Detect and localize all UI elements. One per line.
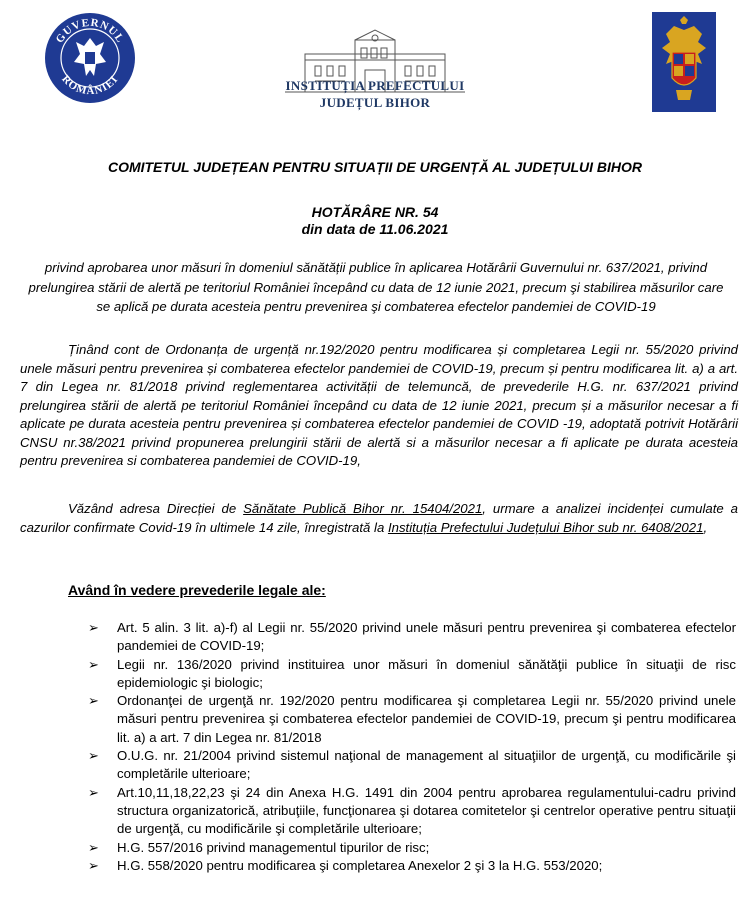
- government-seal-icon: [44, 12, 136, 104]
- arrow-bullet-icon: ➢: [88, 839, 99, 855]
- legal-provisions-heading: Având în vedere prevederile legale ale:: [68, 582, 326, 598]
- legal-provisions-list: [0, 619, 750, 875]
- seal-text-top: GUVERNUL: [53, 16, 127, 46]
- list-item-text: Art.10,11,18,22,23 şi 24 din Anexa H.G. 1491 din 2004 pentru aprobarea regulamentului-cadru privind structura organizatorică, atribuţiile, funcţionarea şi dotarea comitetelor şi centrelor operative pentru situaţii de urgenţă, cu modificările şi completările ulterioare;: [117, 784, 736, 837]
- arrow-bullet-icon: ➢: [88, 693, 99, 709]
- list-item-text: Art. 5 alin. 3 lit. a)-f) al Legii nr. 55/2020 privind unele măsuri pentru prevenirea şi combaterea efectelor pandemiei de COVID-19;: [117, 620, 736, 654]
- list-item-text: O.U.G. nr. 21/2004 privind sistemul naţional de management al situaţiilor de urgenţă, cu modificările şi completările ulterioare;: [117, 748, 736, 782]
- list-item: [0, 747, 750, 784]
- paragraph-text: Văzând adresa Direcției de: [68, 501, 244, 516]
- paragraph-text: ,: [703, 519, 708, 535]
- arrow-bullet-icon: ➢: [88, 857, 99, 873]
- institution-county: JUDEȚUL BIHOR: [319, 95, 431, 110]
- list-item: [0, 619, 750, 656]
- list-item-text: Legii nr. 136/2020 privind instituirea unor măsuri în domeniul sănătăţii publice în situaţii de risc epidemiologic şi biologic;: [117, 656, 736, 690]
- list-item-text: H.G. 558/2020 pentru modificarea şi completarea Anexelor 2 şi 3 la H.G. 553/2020;: [117, 857, 603, 873]
- decision-number: HOTĂRÂRE NR. 54: [311, 204, 439, 220]
- dsp-reference: Sănătate Publică Bihor nr. 15404/2021: [243, 501, 483, 516]
- list-item-text: Ordonanţei de urgenţă nr. 192/2020 pentru modificarea şi completarea Legii nr. 55/2020 privind unele măsuri pentru prevenirea şi combaterea efectelor pandemiei de COVID-19, precum şi pentru modificarea lit. a) a art. 7 din Legea nr. 81/2018: [117, 693, 736, 745]
- paragraph-considering: Ținând cont de Ordonanța de urgență nr.192/2020 pentru modificarea și completarea Legii nr. 55/2020 privind unele măsuri pentru prevenirea și combaterea efectelor pandemiei de COVID-19, precum și pentru modificarea lit. a) a art. 7 din Legea nr. 81/2018 privind reglementarea activității de telemuncă, de prevederile H.G. nr. 637/2021 privind prelungirea stării de alertă pe teritoriul României începând cu data de 12 iunie 2021, precum și a măsurilor necesar a fi aplicate pe durata acesteia pentru prevenirea și combaterea efectelor pandemiei de COVID -19, adoptată potrivit Hotărârii CNSU nr.38/2021 privind propunerea prelungirii stării de alertă si a măsurilor necesar a fi aplicate pe durata acesteia pentru prevenirea si combaterea pandemiei de COVID-19,: [20, 342, 738, 468]
- arrow-bullet-icon: ➢: [88, 748, 99, 764]
- list-item: [0, 839, 750, 857]
- seal-text-bottom: ROMÂNIEI: [59, 73, 121, 98]
- institution-name: INSTITUȚIA PREFECTULUI: [285, 78, 465, 93]
- paragraph-address: [20, 500, 738, 537]
- arrow-bullet-icon: ➢: [88, 656, 99, 672]
- decision-subject: privind aprobarea unor măsuri în domeniul sănătății publice în aplicarea Hotărârii Guvernului nr. 637/2021, privind prelungirea stării de alertă pe teritoriul României începând cu data de 12 iunie 2021, precum şi stabilirea măsurilor care se aplică pe durata acesteia pentru prevenirea şi combaterea efectelor pandemiei de COVID-19: [28, 260, 724, 314]
- coat-of-arms-icon: [652, 12, 716, 112]
- list-item-text: H.G. 557/2016 privind managementul tipurilor de risc;: [117, 839, 430, 855]
- decision-date: din data de 11.06.2021: [301, 221, 449, 237]
- list-item: [0, 692, 750, 747]
- paragraph-text: , urmare a analizei incidenței cumulate a cazurilor confirmate Covid-19 în ultimele 14 zile, înregistrată la: [20, 501, 738, 535]
- list-item: [0, 656, 750, 693]
- prefecture-reference: Instituția Prefectului Județului Bihor sub nr. 6408/2021: [387, 519, 704, 535]
- arrow-bullet-icon: ➢: [88, 784, 99, 800]
- document-header: [0, 0, 750, 130]
- list-item: [0, 857, 750, 875]
- arrow-bullet-icon: ➢: [88, 620, 99, 635]
- decision-heading: [0, 204, 750, 238]
- list-item: [0, 784, 750, 839]
- committee-title: COMITETUL JUDEȚEAN PENTRU SITUAȚII DE URGENȚĂ AL JUDEȚULUI BIHOR: [107, 159, 643, 175]
